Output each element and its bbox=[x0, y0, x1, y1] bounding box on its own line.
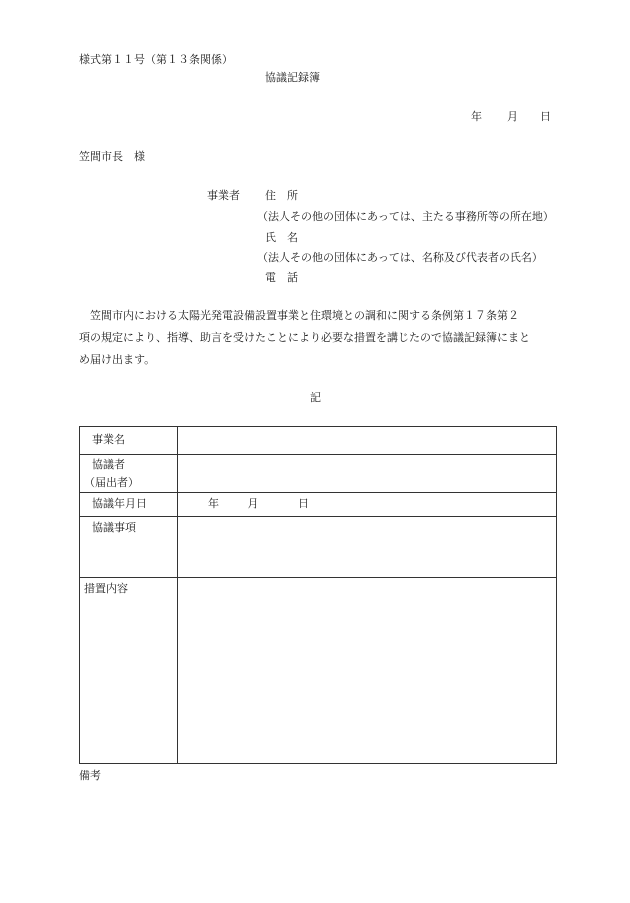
date-month-unit: 月 bbox=[247, 497, 259, 510]
body-line: 項の規定により、指導、助言を受けたことにより必要な措置を講じたので協議記録簿にまと bbox=[79, 331, 530, 344]
table-row bbox=[80, 455, 557, 493]
body-line: 笠間市内における太陽光発電設備設置事業と住環境との調和に関する条例第１７条第２ bbox=[90, 309, 519, 322]
date-year-unit: 年 bbox=[208, 497, 219, 510]
consultant-label: 協議者 bbox=[92, 458, 125, 471]
consultant-sub-label: （届出者） bbox=[84, 476, 139, 489]
table-row bbox=[80, 578, 557, 764]
project-name-label: 事業名 bbox=[92, 433, 125, 446]
remarks-label: 備考 bbox=[79, 769, 101, 782]
addressee: 笠間市長 様 bbox=[79, 150, 145, 163]
body-line: め届け出ます。 bbox=[79, 353, 156, 366]
applicant-label: 事業者 bbox=[207, 189, 240, 202]
date-value[interactable] bbox=[178, 493, 557, 517]
phone-label: 電 話 bbox=[265, 271, 298, 284]
name-note: （法人その他の団体にあっては、名称及び代表者の氏名） bbox=[257, 251, 543, 264]
measures-value[interactable] bbox=[178, 578, 557, 764]
date-day: 日 bbox=[540, 110, 551, 123]
matters-value[interactable] bbox=[178, 517, 557, 578]
label-cell bbox=[80, 493, 178, 517]
consultant-value[interactable] bbox=[178, 455, 557, 493]
label-cell bbox=[80, 517, 178, 578]
date-month: 月 bbox=[507, 110, 518, 123]
label-cell bbox=[80, 578, 178, 764]
project-name-value[interactable] bbox=[178, 427, 557, 455]
label-cell bbox=[80, 427, 178, 455]
page-title: 協議記録簿 bbox=[265, 71, 320, 84]
record-table bbox=[79, 426, 557, 764]
table-row bbox=[80, 427, 557, 455]
measures-label: 措置内容 bbox=[84, 582, 128, 595]
date-year: 年 bbox=[471, 110, 482, 123]
matters-label: 協議事項 bbox=[92, 521, 136, 534]
form-number: 様式第１１号（第１３条関係） bbox=[79, 53, 233, 66]
table-row bbox=[80, 517, 557, 578]
date-label: 協議年月日 bbox=[92, 497, 147, 510]
date-day-unit: 日 bbox=[298, 497, 309, 510]
ki-heading: 記 bbox=[310, 391, 321, 404]
name-label: 氏 名 bbox=[265, 231, 298, 244]
table-row bbox=[80, 493, 557, 517]
address-note: （法人その他の団体にあっては、主たる事務所等の所在地） bbox=[257, 210, 554, 223]
label-cell bbox=[80, 455, 178, 493]
address-label: 住 所 bbox=[265, 189, 298, 202]
